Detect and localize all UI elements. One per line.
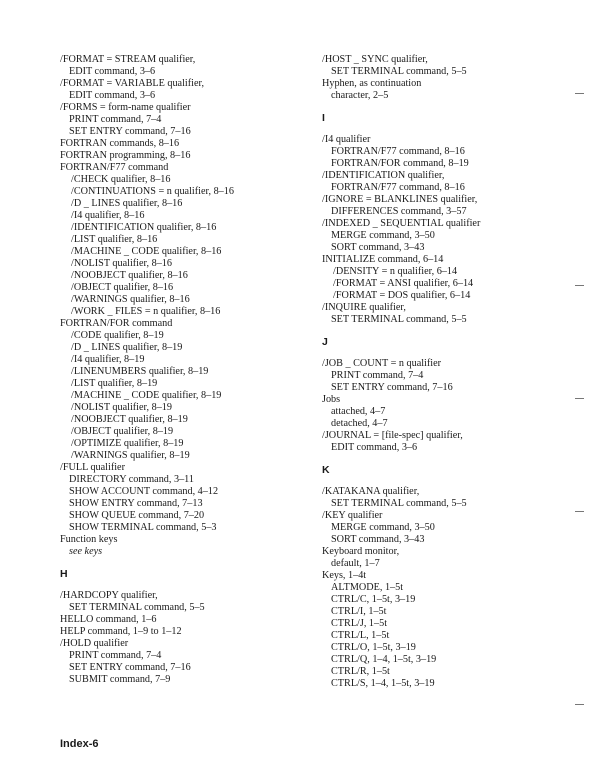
- index-entry: /HOLD qualifier: [60, 638, 129, 649]
- index-entry: Jobs: [322, 394, 341, 405]
- index-subentry: ALTMODE, 1–5t: [331, 582, 404, 593]
- index-subentry: SET TERMINAL command, 5–5: [69, 602, 205, 613]
- index-entry: /I4 qualifier: [322, 134, 371, 145]
- margin-tick: [575, 398, 584, 399]
- index-subentry: SET TERMINAL command, 5–5: [331, 498, 467, 509]
- index-subentry: FORTRAN/F77 command, 8–16: [331, 182, 465, 193]
- index-entry: Keyboard monitor,: [322, 546, 400, 557]
- index-subentry: /LIST qualifier, 8–19: [71, 378, 158, 389]
- index-subentry: /I4 qualifier, 8–16: [71, 210, 145, 221]
- index-entry: FORTRAN commands, 8–16: [60, 138, 180, 149]
- index-subentry: see keys: [69, 546, 103, 557]
- index-subentry: CTRL/L, 1–5t: [331, 630, 390, 641]
- index-entry: /JOB _ COUNT = n qualifier: [322, 358, 442, 369]
- index-entry: /HOST _ SYNC qualifier,: [322, 54, 428, 65]
- index-subentry: /FORMAT = ANSI qualifier, 6–14: [333, 278, 474, 289]
- index-subentry: CTRL/R, 1–5t: [331, 666, 390, 677]
- index-subentry: SET TERMINAL command, 5–5: [331, 66, 467, 77]
- index-subentry: /D _ LINES qualifier, 8–19: [71, 342, 183, 353]
- index-subentry: /NOOBJECT qualifier, 8–16: [71, 270, 188, 281]
- index-entry: INITIALIZE command, 6–14: [322, 254, 444, 265]
- index-subentry: DIFFERENCES command, 3–57: [331, 206, 467, 217]
- index-entry: Keys, 1–4t: [322, 570, 367, 581]
- index-subentry: /FORMAT = DOS qualifier, 6–14: [333, 290, 471, 301]
- margin-tick: [575, 93, 584, 94]
- margin-tick: [575, 704, 584, 705]
- index-subentry: /WORK _ FILES = n qualifier, 8–16: [71, 306, 221, 317]
- margin-tick: [575, 285, 584, 286]
- index-subentry: PRINT command, 7–4: [331, 370, 424, 381]
- index-subentry: CTRL/O, 1–5t, 3–19: [331, 642, 416, 653]
- margin-tick: [575, 511, 584, 512]
- index-subentry: SHOW TERMINAL command, 5–3: [69, 522, 217, 533]
- index-subentry: /I4 qualifier, 8–19: [71, 354, 145, 365]
- index-entry: Hyphen, as continuation: [322, 78, 422, 89]
- index-subentry: /NOOBJECT qualifier, 8–19: [71, 414, 188, 425]
- index-letter-heading: K: [322, 464, 330, 476]
- index-subentry: SUBMIT command, 7–9: [69, 674, 171, 685]
- index-subentry: SET ENTRY command, 7–16: [69, 126, 191, 137]
- index-subentry: /WARNINGS qualifier, 8–16: [71, 294, 190, 305]
- index-entry: /FORMAT = VARIABLE qualifier,: [60, 78, 205, 89]
- index-subentry: CTRL/C, 1–5t, 3–19: [331, 594, 416, 605]
- index-column-right: [322, 54, 577, 690]
- index-entry: /JOURNAL = [file-spec] qualifier,: [322, 430, 463, 441]
- index-subentry: /CHECK qualifier, 8–16: [71, 174, 171, 185]
- index-entry: /IGNORE = BLANKLINES qualifier,: [322, 194, 478, 205]
- index-subentry: CTRL/S, 1–4, 1–5t, 3–19: [331, 678, 435, 689]
- index-subentry: /NOLIST qualifier, 8–19: [71, 402, 172, 413]
- index-subentry: PRINT command, 7–4: [69, 650, 162, 661]
- index-subentry: /MACHINE _ CODE qualifier, 8–19: [71, 390, 222, 401]
- page-footer: Index-6: [60, 738, 99, 750]
- index-subentry: default, 1–7: [331, 558, 380, 569]
- index-entry: FORTRAN/FOR command: [60, 318, 173, 329]
- index-subentry: CTRL/J, 1–5t: [331, 618, 388, 629]
- index-entry: /INQUIRE qualifier,: [322, 302, 406, 313]
- index-subentry: SHOW ACCOUNT command, 4–12: [69, 486, 219, 497]
- index-entry: /FULL qualifier: [60, 462, 125, 473]
- index-subentry: /WARNINGS qualifier, 8–19: [71, 450, 190, 461]
- index-subentry: /D _ LINES qualifier, 8–16: [71, 198, 183, 209]
- index-subentry: /NOLIST qualifier, 8–16: [71, 258, 172, 269]
- index-subentry: SORT command, 3–43: [331, 242, 425, 253]
- index-subentry: /IDENTIFICATION qualifier, 8–16: [71, 222, 217, 233]
- index-subentry: DIRECTORY command, 3–11: [69, 474, 194, 485]
- index-subentry: EDIT command, 3–6: [331, 442, 418, 453]
- index-subentry: CTRL/Q, 1–4, 1–5t, 3–19: [331, 654, 437, 665]
- index-entry: /FORMS = form-name qualifier: [60, 102, 191, 113]
- index-entry: /KEY qualifier: [322, 510, 383, 521]
- index-subentry: /CODE qualifier, 8–19: [71, 330, 164, 341]
- index-entry: /KATAKANA qualifier,: [322, 486, 420, 497]
- index-subentry: SHOW QUEUE command, 7–20: [69, 510, 205, 521]
- index-letter-heading: I: [322, 112, 325, 124]
- index-subentry: EDIT command, 3–6: [69, 66, 156, 77]
- index-subentry: MERGE command, 3–50: [331, 522, 435, 533]
- index-subentry: SET ENTRY command, 7–16: [69, 662, 191, 673]
- index-subentry: MERGE command, 3–50: [331, 230, 435, 241]
- index-subentry: /OPTIMIZE qualifier, 8–19: [71, 438, 184, 449]
- index-subentry: /OBJECT qualifier, 8–19: [71, 426, 174, 437]
- index-subentry: detached, 4–7: [331, 418, 388, 429]
- index-entry: Function keys: [60, 534, 118, 545]
- index-subentry: CTRL/I, 1–5t: [331, 606, 387, 617]
- index-subentry: SET ENTRY command, 7–16: [331, 382, 453, 393]
- index-subentry: PRINT command, 7–4: [69, 114, 162, 125]
- index-entry: /HARDCOPY qualifier,: [60, 590, 158, 601]
- index-column-left: [60, 54, 315, 686]
- index-subentry: /OBJECT qualifier, 8–16: [71, 282, 174, 293]
- index-entry: /FORMAT = STREAM qualifier,: [60, 54, 196, 65]
- index-letter-heading: J: [322, 336, 328, 348]
- index-subentry: /LIST qualifier, 8–16: [71, 234, 158, 245]
- index-subentry: SHOW ENTRY command, 7–13: [69, 498, 203, 509]
- index-subentry: attached, 4–7: [331, 406, 386, 417]
- index-entry: HELP command, 1–9 to 1–12: [60, 626, 182, 637]
- index-subentry: SORT command, 3–43: [331, 534, 425, 545]
- index-subentry: EDIT command, 3–6: [69, 90, 156, 101]
- index-subentry: FORTRAN/F77 command, 8–16: [331, 146, 465, 157]
- index-subentry: /DENSITY = n qualifier, 6–14: [333, 266, 458, 277]
- index-entry: FORTRAN/F77 command: [60, 162, 169, 173]
- index-letter-heading: H: [60, 568, 68, 580]
- index-entry: HELLO command, 1–6: [60, 614, 157, 625]
- index-subentry: FORTRAN/FOR command, 8–19: [331, 158, 469, 169]
- index-subentry: /CONTINUATIONS = n qualifier, 8–16: [71, 186, 234, 197]
- index-entry: /INDEXED _ SEQUENTIAL qualifier: [322, 218, 481, 229]
- index-entry: FORTRAN programming, 8–16: [60, 150, 191, 161]
- index-subentry: SET TERMINAL command, 5–5: [331, 314, 467, 325]
- index-entry: /IDENTIFICATION qualifier,: [322, 170, 445, 181]
- index-subentry: character, 2–5: [331, 90, 389, 101]
- index-subentry: /MACHINE _ CODE qualifier, 8–16: [71, 246, 222, 257]
- index-subentry: /LINENUMBERS qualifier, 8–19: [71, 366, 209, 377]
